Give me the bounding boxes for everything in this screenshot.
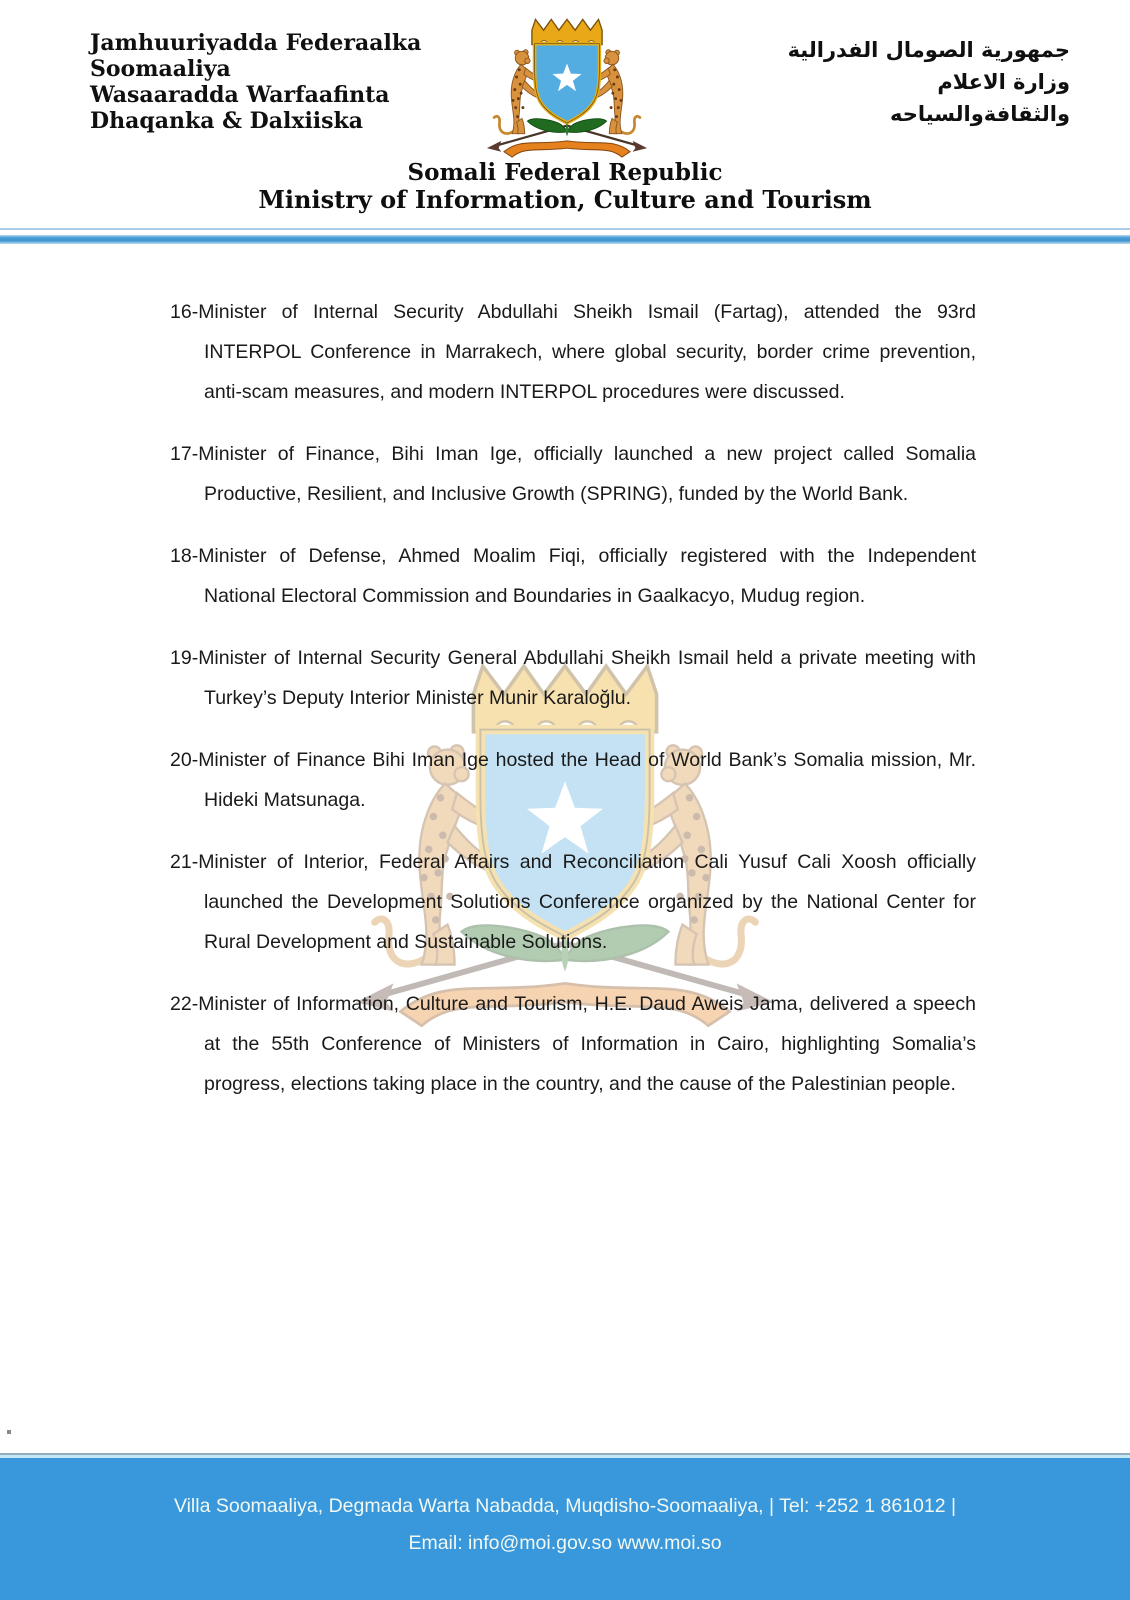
item-number: 18- bbox=[170, 545, 199, 567]
arabic-title-line: والثقافةوالسياحه bbox=[889, 102, 1070, 126]
list-item bbox=[170, 434, 976, 514]
item-text: Minister of Finance Bihi Iman Ige hosted the Head of World Bank’s Somalia mission, Mr. Hideki Matsunaga. bbox=[198, 749, 976, 811]
item-text: Minister of Internal Security General Abdullahi Sheikh Ismail held a private meeting with Turkey’s Deputy Interior Minister Munir Karaloğlu. bbox=[198, 647, 976, 709]
item-number: 17- bbox=[170, 443, 199, 465]
list-item bbox=[170, 740, 976, 820]
somali-title-line: Wasaaradda Warfaafinta bbox=[90, 82, 390, 108]
item-number: 21- bbox=[170, 851, 199, 873]
list-item bbox=[170, 842, 976, 962]
somali-title-line: Jamhuuriyadda Federaalka bbox=[90, 30, 422, 56]
list-item bbox=[170, 638, 976, 718]
stray-mark bbox=[7, 1430, 11, 1434]
list-item bbox=[170, 984, 976, 1104]
item-text: Minister of Interior, Federal Affairs and Reconciliation Cali Yusuf Cali Xoosh officially launched the Development Solutions Conference organized by the National Center for Rural Development and Sustainable Solutions. bbox=[198, 851, 976, 953]
footer-content bbox=[0, 1458, 1130, 1600]
list-item bbox=[170, 536, 976, 616]
list-item bbox=[170, 292, 976, 412]
arabic-title-line: جمهورية الصومال الفدرالية bbox=[787, 38, 1070, 62]
item-text: Minister of Internal Security Abdullahi Sheikh Ismail (Fartag), attended the 93rd INTERPOL Conference in Marrakech, where global security, border crime prevention, anti-scam measures, and modern INTERPOL procedures were discussed. bbox=[198, 301, 976, 403]
item-number: 20- bbox=[170, 749, 199, 771]
item-number: 19- bbox=[170, 647, 199, 669]
somali-title-line: Soomaaliya bbox=[90, 56, 231, 82]
item-number: 16- bbox=[170, 301, 199, 323]
item-text: Minister of Finance, Bihi Iman Ige, officially launched a new project called Somalia Productive, Resilient, and Inclusive Growth (SPRING), funded by the World Bank. bbox=[198, 443, 976, 505]
somali-title-line: Dhaqanka & Dalxiiska bbox=[90, 108, 364, 134]
english-title-ministry: Ministry of Information, Culture and Tourism bbox=[258, 185, 872, 214]
divider-thick-line bbox=[0, 235, 1130, 244]
footer-address: Villa Soomaaliya, Degmada Warta Nabadda, Muqdisho-Soomaaliya, | Tel: +252 1 861012 | bbox=[173, 1495, 957, 1517]
item-number: 22- bbox=[170, 993, 199, 1015]
item-text: Minister of Defense, Ahmed Moalim Fiqi, officially registered with the Independent National Electoral Commission and Boundaries in Gaalkacyo, Mudug region. bbox=[198, 545, 976, 607]
report-items bbox=[170, 292, 976, 1126]
footer-contact: Email: info@moi.gov.so www.moi.so bbox=[408, 1532, 722, 1554]
somali-ministry-title bbox=[90, 30, 421, 134]
header-divider bbox=[0, 228, 1130, 244]
arabic-ministry-title bbox=[788, 34, 1070, 130]
somalia-coat-of-arms-icon bbox=[477, 14, 657, 158]
english-title-republic: Somali Federal Republic bbox=[407, 159, 723, 186]
item-text: Minister of Information, Culture and Tourism, H.E. Daud Aweis Jama, delivered a speech at the 55th Conference of Ministers of Information in Cairo, highlighting Somalia’s progress, elections taking place in the country, and the cause of the Palestinian people. bbox=[198, 993, 976, 1095]
footer-bar bbox=[0, 1453, 1130, 1600]
arabic-title-line: وزارة الاعلام bbox=[937, 70, 1070, 94]
english-title bbox=[0, 159, 1130, 214]
